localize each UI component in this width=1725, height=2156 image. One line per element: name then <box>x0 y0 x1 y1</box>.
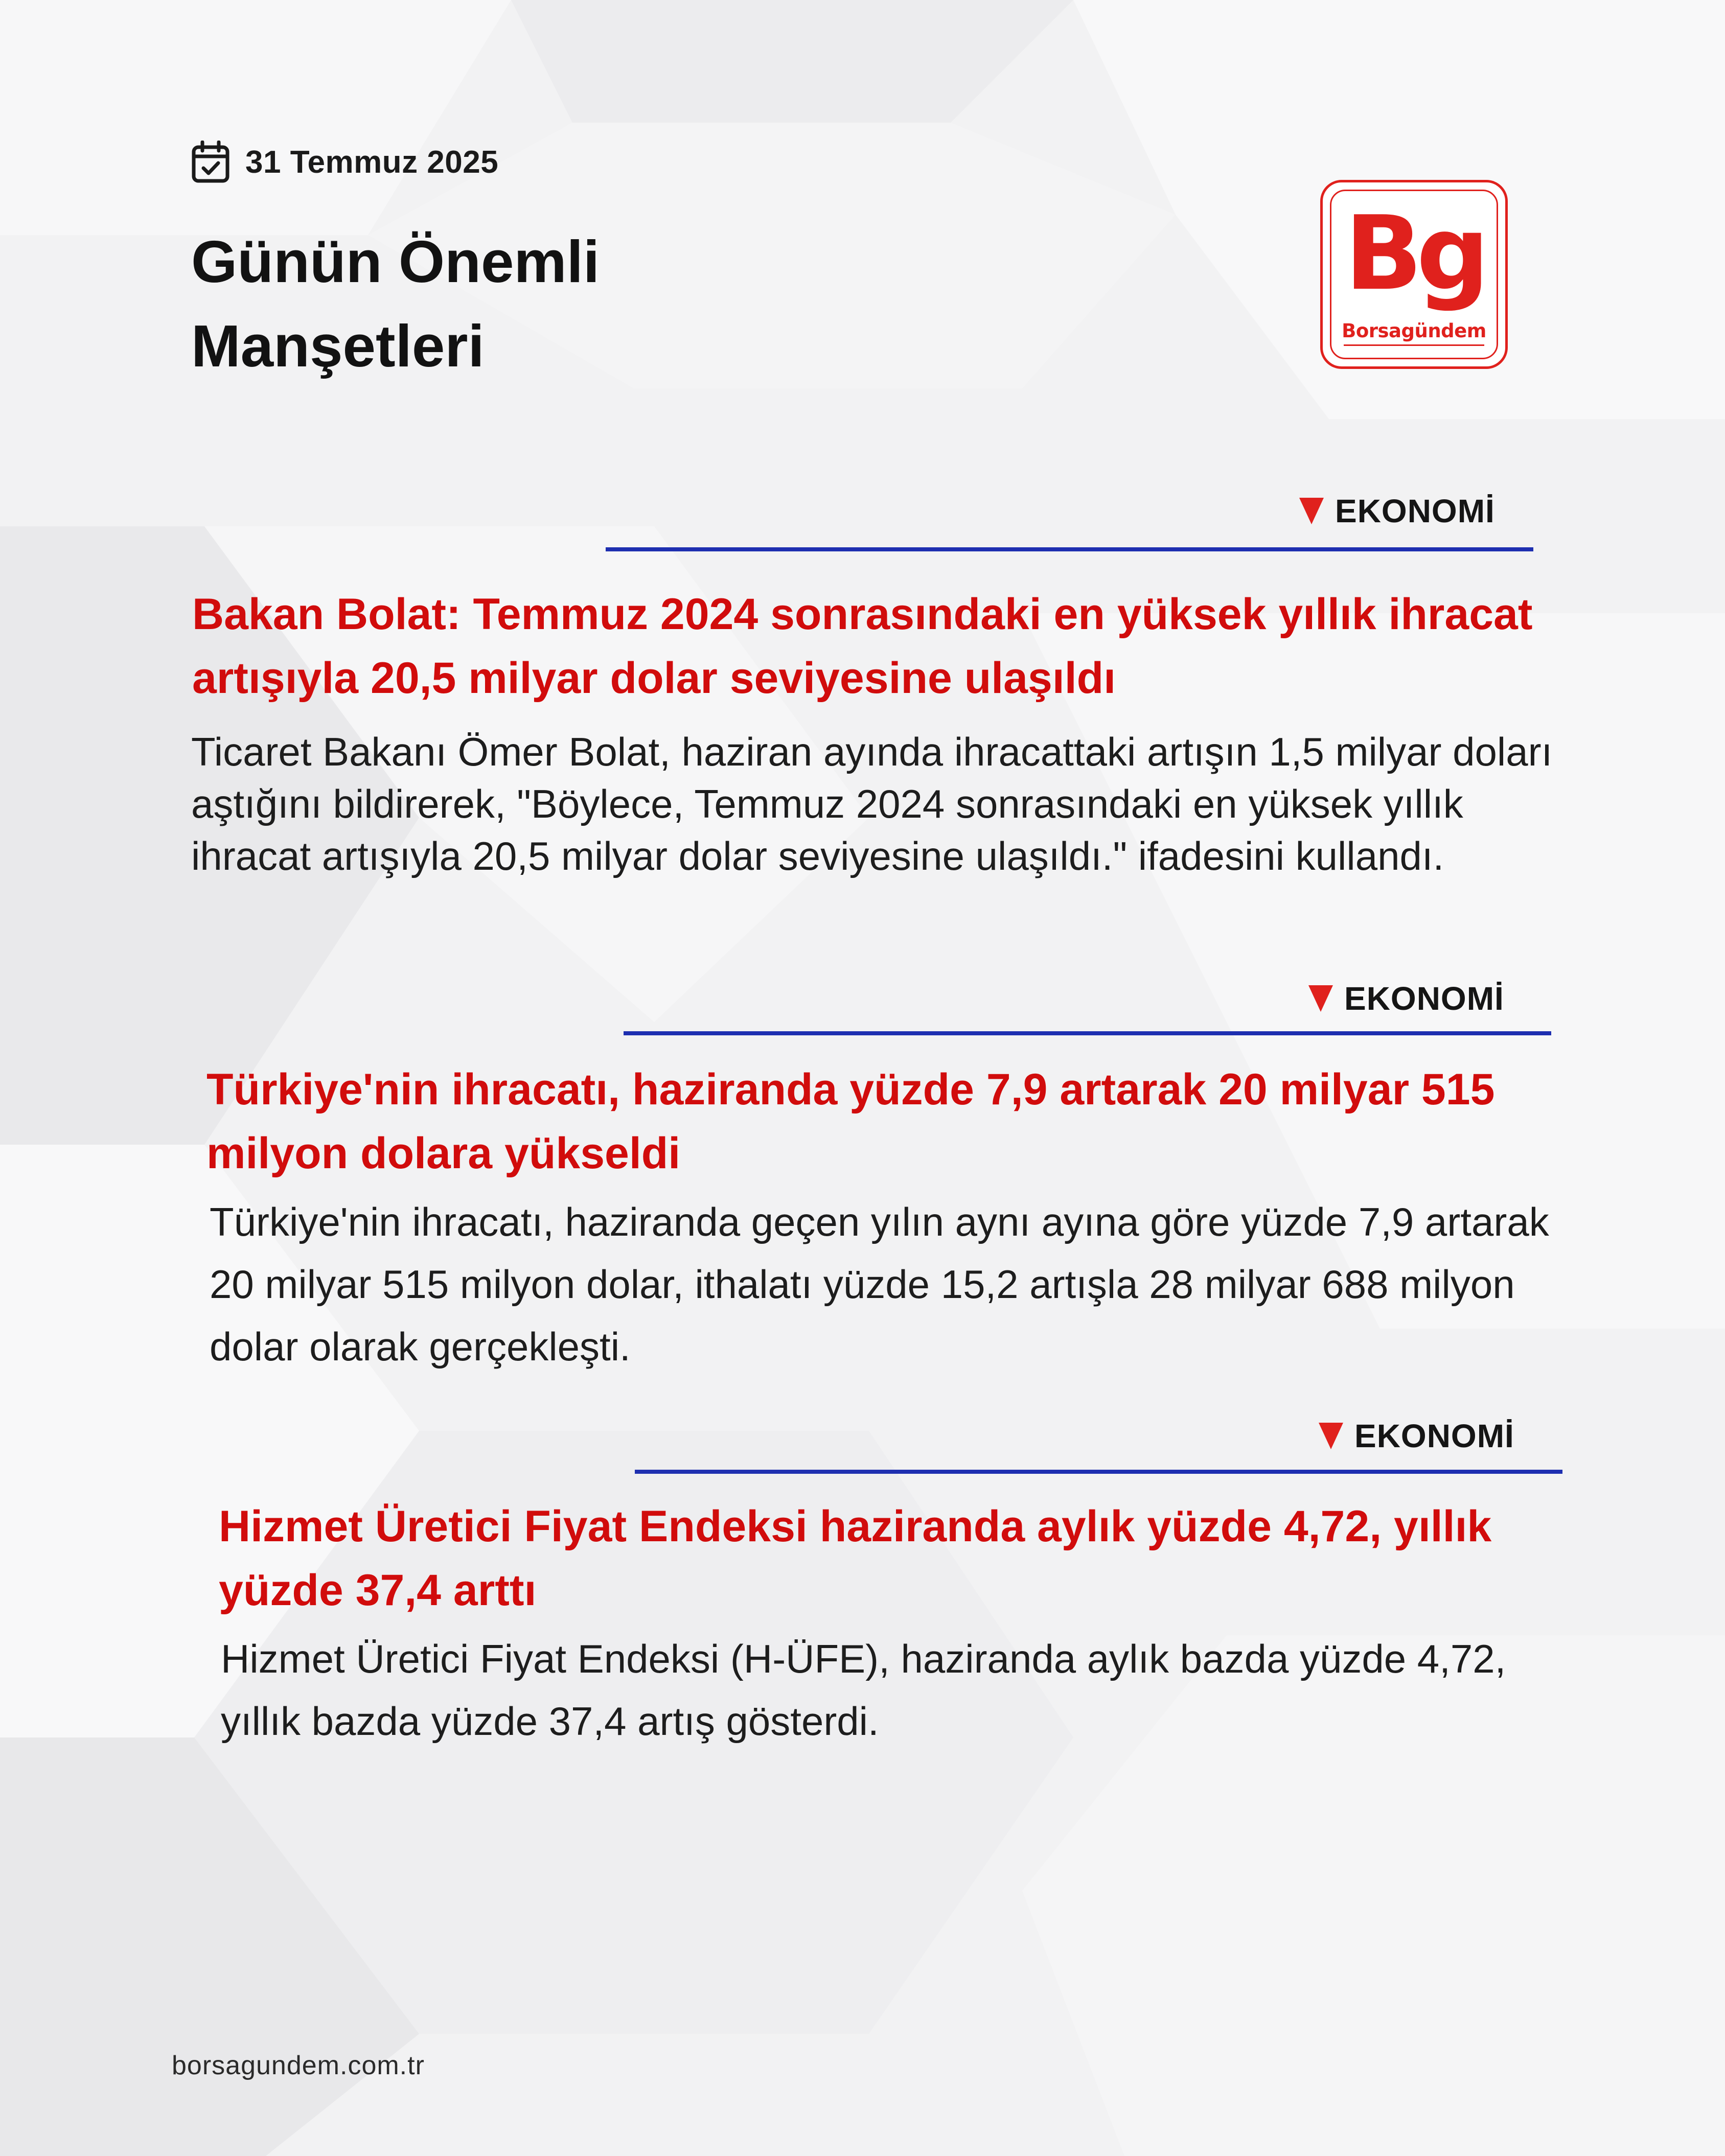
down-triangle-icon <box>1308 985 1333 1012</box>
down-triangle-icon <box>1319 1423 1343 1449</box>
category-tag[interactable] <box>1299 491 1495 531</box>
news-headline[interactable]: Türkiye'nin ihracatı, haziranda yüzde 7,9 artarak 20 milyar 515 milyon dolara yükseldi <box>206 1065 1495 1178</box>
date-label: 31 Temmuz 2025 <box>245 144 499 180</box>
footer-website-link[interactable]: borsagundem.com.tr <box>172 2051 425 2080</box>
category-tag[interactable] <box>1319 1416 1514 1456</box>
down-triangle-icon <box>1299 498 1324 524</box>
news-summary: Hizmet Üretici Fiyat Endeksi (H-ÜFE), haziranda aylık bazda yüzde 4,72, yıllık bazda yüzde 37,4 artış gösterdi. <box>221 1636 1506 1744</box>
section-divider <box>606 547 1533 551</box>
logo-frame <box>1330 190 1498 359</box>
logo-underline <box>1344 344 1484 346</box>
logo-monogram: Bg <box>1344 194 1484 313</box>
category-label: EKONOMİ <box>1354 1418 1514 1454</box>
page-title: Günün Önemli Manşetleri <box>191 228 600 379</box>
news-summary: Ticaret Bakanı Ömer Bolat, haziran ayında ihracattaki artışın 1,5 milyar doları aştığını bildirerek, "Böylece, Temmuz 2024 sonrasındaki en yüksek yıllık ihracat artışıyla 20,5 milyar dolar seviyesine ulaşıldı." ifadesini kullandı. <box>191 729 1553 878</box>
section-divider <box>624 1031 1551 1035</box>
category-label: EKONOMİ <box>1335 493 1495 529</box>
calendar-check-icon <box>191 141 230 183</box>
news-summary: Türkiye'nin ihracatı, haziranda geçen yılın aynı ayına göre yüzde 7,9 artarak 20 milyar 515 milyon dolar, ithalatı yüzde 15,2 artışla 28 milyar 688 milyon dolar olarak gerçekleşti. <box>210 1199 1549 1369</box>
section-divider <box>635 1470 1562 1474</box>
logo-wordmark: Borsagündem <box>1342 320 1486 342</box>
news-headline[interactable]: Hizmet Üretici Fiyat Endeksi haziranda aylık yüzde 4,72, yıllık yüzde 37,4 arttı <box>219 1502 1492 1615</box>
brand-logo[interactable] <box>1320 180 1508 369</box>
date-row <box>191 139 498 185</box>
news-headline[interactable]: Bakan Bolat: Temmuz 2024 sonrasındaki en yüksek yıllık ihracat artışıyla 20,5 milyar dolar seviyesine ulaşıldı <box>192 590 1533 703</box>
category-label: EKONOMİ <box>1344 980 1504 1017</box>
category-tag[interactable] <box>1308 978 1504 1019</box>
